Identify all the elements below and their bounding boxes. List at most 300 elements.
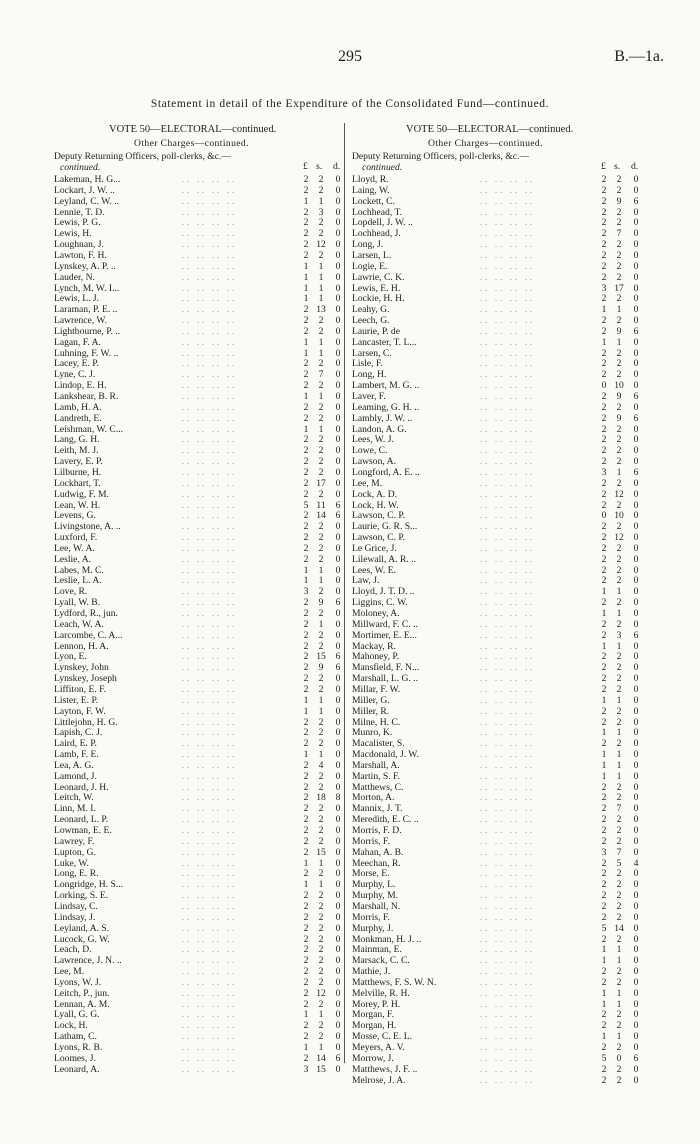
leader-dots: .. .. .. .. (182, 478, 237, 488)
amount-pounds: 1 (303, 575, 309, 587)
leader-dots: .. .. .. .. (182, 185, 237, 195)
amount-shillings: 1 (318, 260, 324, 272)
amount-shillings: 2 (318, 922, 324, 934)
entry-name: Leishman, W. C... (54, 423, 124, 435)
amount-shillings: 2 (616, 358, 622, 370)
amount-shillings: 2 (318, 1031, 324, 1043)
amount-shillings: 2 (616, 1020, 622, 1032)
amount-pounds: 2 (601, 347, 607, 359)
leader-dots: .. .. .. .. (182, 1043, 237, 1052)
amount-pence: 0 (335, 911, 341, 923)
amount-shillings: 1 (318, 694, 324, 706)
leader-dots: .. .. .. .. (182, 988, 237, 998)
leader-dots: .. .. .. .. (182, 826, 237, 835)
leader-dots: .. .. .. .. (480, 1010, 535, 1020)
amount-pence: 0 (633, 217, 639, 229)
amount-pounds: 2 (303, 618, 309, 630)
entry-name: Laurie, P. de (352, 325, 400, 337)
entry-name: Longford, A. E. .. (352, 466, 420, 478)
entry-name: Lawton, F. H. (54, 249, 107, 261)
entry-name: Loomes, J. (54, 1052, 96, 1064)
leader-dots: .. .. .. .. (182, 999, 237, 1009)
amount-shillings: 2 (318, 184, 324, 196)
leader-dots: .. .. .. .. (480, 988, 535, 998)
ledger-entry (352, 1075, 642, 1087)
leader-dots: .. .. .. .. (182, 316, 237, 326)
leader-dots: .. .. .. .. (182, 500, 237, 510)
amount-pence: 0 (335, 890, 341, 902)
leader-dots: .. .. .. .. (182, 891, 237, 901)
amount-pence: 0 (335, 759, 341, 771)
amount-shillings: 1 (318, 347, 324, 359)
entry-name: Lindop, E. H. (54, 380, 107, 392)
amount-pounds: 2 (601, 1042, 607, 1053)
amount-pounds: 2 (601, 542, 607, 554)
amount-pounds: 2 (303, 380, 309, 392)
leader-dots: .. .. .. .. (480, 294, 535, 304)
amount-pence: 0 (335, 293, 341, 305)
amount-shillings: 1 (318, 564, 324, 576)
amount-pence: 0 (335, 206, 341, 218)
amount-shillings: 2 (318, 673, 324, 685)
amount-pence: 0 (335, 976, 341, 988)
leader-dots: .. .. .. .. (182, 630, 237, 640)
amount-pounds: 2 (601, 456, 607, 468)
leader-dots: .. .. .. .. (480, 1021, 535, 1031)
amount-pence: 0 (335, 770, 341, 782)
entry-name: Laird, E. P. (54, 738, 97, 750)
amount-pence: 0 (633, 662, 639, 674)
leader-dots: .. .. .. .. (182, 771, 237, 781)
leader-dots: .. .. .. .. (480, 522, 535, 532)
amount-pence: 0 (335, 716, 341, 728)
entry-name: Labes, M. C. (54, 564, 104, 576)
entry-name: Martin, S. F. (352, 770, 401, 782)
amount-pounds: 2 (303, 944, 309, 956)
amount-shillings: 1 (318, 271, 324, 283)
amount-pence: 0 (335, 456, 341, 468)
amount-pence: 0 (633, 564, 639, 576)
amount-pounds: 2 (303, 998, 309, 1010)
section-label: Deputy Returning Officers, poll-clerks, &c.— (352, 151, 529, 162)
leader-dots: .. .. .. .. (182, 207, 237, 217)
amount-pence: 0 (633, 976, 639, 988)
entry-name: Lowe, C. (352, 445, 388, 457)
amount-shillings: 2 (616, 716, 622, 728)
entry-name: Morris, F. (352, 835, 390, 847)
amount-pounds: 2 (303, 510, 309, 522)
amount-shillings: 2 (616, 976, 622, 988)
amount-shillings: 2 (318, 716, 324, 728)
amount-pence: 0 (335, 304, 341, 316)
entry-name: Lyne, C. J. (54, 369, 96, 381)
amount-pounds: 3 (601, 282, 607, 294)
amount-shillings: 2 (616, 260, 622, 272)
amount-pence: 0 (335, 781, 341, 793)
amount-pence: 0 (335, 369, 341, 381)
amount-pence: 0 (633, 998, 639, 1010)
amount-pence: 0 (335, 673, 341, 685)
amount-pence: 0 (335, 1063, 341, 1075)
amount-pence: 0 (633, 542, 639, 554)
entry-name: Lockie, H. H. (352, 293, 405, 305)
amount-pence: 0 (335, 803, 341, 815)
leader-dots: .. .. .. .. (480, 956, 535, 966)
amount-pence: 0 (633, 835, 639, 847)
amount-shillings: 2 (616, 683, 622, 695)
leader-dots: .. .. .. .. (480, 261, 535, 271)
amount-shillings: 7 (318, 369, 324, 381)
amount-pounds: 2 (601, 597, 607, 609)
entry-name: Laing, W. (352, 184, 390, 196)
amount-pounds: 1 (303, 282, 309, 294)
entry-name: Marsack, C. C. (352, 955, 410, 967)
entry-name: Meechan, R. (352, 857, 401, 869)
section-label-cont: continued. (60, 162, 101, 173)
amount-shillings: 7 (616, 228, 622, 240)
leader-dots: .. .. .. .. (182, 847, 237, 857)
amount-shillings: 2 (616, 597, 622, 609)
entry-name: Lakeman, H. G... (54, 174, 121, 185)
amount-shillings: 13 (316, 304, 326, 316)
amount-pence: 0 (335, 814, 341, 826)
amount-shillings: 2 (318, 770, 324, 782)
leader-dots: .. .. .. .. (182, 554, 237, 564)
amount-shillings: 2 (318, 174, 324, 185)
amount-pence: 0 (633, 1031, 639, 1043)
amount-shillings: 2 (616, 401, 622, 413)
entry-name: Leith, M. J. (54, 445, 99, 457)
amount-pounds: 2 (601, 933, 607, 945)
amount-shillings: 2 (318, 315, 324, 327)
amount-pounds: 1 (601, 759, 607, 771)
amount-pence: 0 (633, 304, 639, 316)
amount-shillings: 2 (616, 445, 622, 457)
amount-pence: 0 (633, 315, 639, 327)
leader-dots: .. .. .. .. (480, 1075, 535, 1085)
shilling-heading: s. (316, 161, 323, 172)
amount-pence: 0 (633, 933, 639, 945)
amount-pounds: 2 (601, 174, 607, 185)
amount-shillings: 2 (318, 998, 324, 1010)
leader-dots: .. .. .. .. (182, 543, 237, 553)
entry-name: Larsen, L. (352, 249, 392, 261)
amount-shillings: 2 (318, 466, 324, 478)
leader-dots: .. .. .. .. (480, 554, 535, 564)
entry-name: Macalister, S. (352, 738, 405, 750)
entry-name: Marshall, A. (352, 759, 400, 771)
leader-dots: .. .. .. .. (480, 793, 535, 803)
entry-name: Lamb, F. E. (54, 749, 99, 761)
amount-shillings: 2 (318, 434, 324, 446)
entry-name: Longridge, H. S... (54, 879, 124, 891)
amount-shillings: 1 (616, 749, 622, 761)
amount-pounds: 2 (303, 217, 309, 229)
leader-dots: .. .. .. .. (480, 652, 535, 662)
amount-pounds: 2 (601, 315, 607, 327)
amount-pence: 0 (335, 423, 341, 435)
entry-name: Lawrey, F. (54, 835, 95, 847)
leader-dots: .. .. .. .. (182, 934, 237, 944)
amount-shillings: 2 (616, 423, 622, 435)
amount-pounds: 2 (303, 488, 309, 500)
entry-name: Morris, F. (352, 911, 390, 923)
entry-name: Lilewall, A. R. .. (352, 553, 416, 565)
leader-dots: .. .. .. .. (480, 196, 535, 206)
leader-dots: .. .. .. .. (480, 207, 535, 217)
amount-shillings: 2 (616, 1042, 622, 1053)
leader-dots: .. .. .. .. (480, 760, 535, 770)
leader-dots: .. .. .. .. (480, 891, 535, 901)
amount-pounds: 2 (601, 814, 607, 826)
amount-pounds: 2 (601, 575, 607, 587)
amount-pence: 0 (633, 423, 639, 435)
amount-shillings: 10 (614, 380, 624, 392)
amount-pence: 0 (335, 738, 341, 750)
entry-name: Lapish, C. J. (54, 727, 103, 739)
leader-dots: .. .. .. .. (182, 250, 237, 260)
entry-name: Leahy, G. (352, 304, 390, 316)
entry-name: Mainman, E. (352, 944, 402, 956)
leader-dots: .. .. .. .. (480, 717, 535, 727)
amount-pounds: 2 (303, 239, 309, 251)
amount-pounds: 2 (601, 553, 607, 565)
entry-name: Levens, G. (54, 510, 96, 522)
leader-dots: .. .. .. .. (480, 923, 535, 933)
amount-pence: 0 (335, 835, 341, 847)
amount-shillings: 2 (616, 206, 622, 218)
leader-dots: .. .. .. .. (480, 543, 535, 553)
amount-shillings: 2 (318, 228, 324, 240)
amount-pounds: 1 (303, 195, 309, 207)
leader-dots: .. .. .. .. (480, 750, 535, 760)
amount-shillings: 2 (616, 249, 622, 261)
amount-shillings: 2 (318, 683, 324, 695)
amount-pence: 0 (335, 618, 341, 630)
amount-shillings: 15 (316, 651, 326, 663)
amount-pence: 0 (633, 1042, 639, 1053)
amount-pounds: 1 (303, 749, 309, 761)
amount-pounds: 1 (601, 944, 607, 956)
amount-pounds: 1 (303, 347, 309, 359)
amount-pence: 0 (633, 716, 639, 728)
amount-shillings: 9 (318, 597, 324, 609)
amount-shillings: 2 (318, 803, 324, 815)
amount-pence: 0 (335, 434, 341, 446)
entry-name: Meyers, A. V. (352, 1042, 405, 1053)
amount-shillings: 2 (318, 868, 324, 880)
entry-name: Lock, A. D. (352, 488, 398, 500)
amount-pounds: 2 (601, 705, 607, 717)
amount-shillings: 10 (614, 510, 624, 522)
entry-name: Long, E. R. (54, 868, 99, 880)
leader-dots: .. .. .. .. (480, 858, 535, 868)
amount-pounds: 2 (303, 835, 309, 847)
entry-name: Lees, W. J. (352, 434, 394, 446)
entry-name: Lock, H. (54, 1020, 88, 1032)
amount-pence: 0 (633, 336, 639, 348)
amount-shillings: 9 (318, 662, 324, 674)
leader-dots: .. .. .. .. (182, 956, 237, 966)
amount-shillings: 3 (318, 206, 324, 218)
amount-shillings: 2 (616, 184, 622, 196)
amount-pounds: 2 (601, 1063, 607, 1075)
amount-shillings: 9 (616, 325, 622, 337)
amount-pounds: 0 (601, 510, 607, 522)
amount-pounds: 2 (601, 792, 607, 804)
entry-name: Marshall, N. (352, 900, 401, 912)
entry-name: Lynskey, John (54, 662, 109, 674)
entry-name: Lee, M. (54, 966, 85, 978)
leader-dots: .. .. .. .. (480, 316, 535, 326)
amount-pounds: 1 (601, 640, 607, 652)
amount-pounds: 2 (601, 391, 607, 402)
leader-dots: .. .. .. .. (182, 945, 237, 955)
leader-dots: .. .. .. .. (182, 663, 237, 673)
amount-pounds: 2 (303, 651, 309, 663)
entry-name: Lynskey, A. P. .. (54, 260, 116, 272)
amount-shillings: 9 (616, 391, 622, 402)
amount-pence: 0 (633, 673, 639, 685)
amount-shillings: 2 (616, 618, 622, 630)
amount-shillings: 2 (318, 629, 324, 641)
entry-name: Lea, A. G. (54, 759, 94, 771)
amount-shillings: 2 (318, 911, 324, 923)
leader-dots: .. .. .. .. (182, 413, 237, 423)
entry-name: Lister, E. P. (54, 694, 99, 706)
leader-dots: .. .. .. .. (480, 1064, 535, 1074)
leader-dots: .. .. .. .. (480, 836, 535, 846)
pence-heading: d. (333, 161, 341, 172)
amount-shillings: 2 (616, 966, 622, 978)
amount-pounds: 5 (601, 1052, 607, 1064)
entry-name: Mannix, J. T. (352, 803, 403, 815)
entry-name: Lacey, E. P. (54, 358, 99, 370)
entry-name: Long, H. (352, 369, 387, 381)
entry-name: Lyons, R. B. (54, 1042, 103, 1053)
amount-pounds: 2 (601, 857, 607, 869)
leader-dots: .. .. .. .. (480, 175, 535, 184)
amount-pence: 0 (633, 900, 639, 912)
amount-shillings: 2 (616, 315, 622, 327)
amount-shillings: 1 (616, 466, 622, 478)
amount-pence: 6 (633, 195, 639, 207)
amount-shillings: 2 (616, 1009, 622, 1021)
amount-shillings: 1 (318, 749, 324, 761)
amount-pence: 0 (633, 206, 639, 218)
amount-shillings: 17 (614, 282, 624, 294)
entry-name: Laver, F. (352, 391, 386, 402)
leader-dots: .. .. .. .. (480, 576, 535, 586)
amount-pounds: 2 (303, 358, 309, 370)
entry-name: Luxford, F. (54, 532, 98, 544)
entry-name: Leitch, W. (54, 792, 94, 804)
entry-name: Meredith, E. C. .. (352, 814, 419, 826)
amount-pounds: 1 (601, 586, 607, 598)
leader-dots: .. .. .. .. (480, 804, 535, 814)
amount-pounds: 2 (601, 488, 607, 500)
entry-name: Mortimer, E. E... (352, 629, 417, 641)
amount-shillings: 1 (616, 998, 622, 1010)
entry-name: Loughnan, J. (54, 239, 104, 251)
amount-pounds: 3 (601, 466, 607, 478)
amount-shillings: 1 (616, 987, 622, 999)
amount-pence: 0 (633, 499, 639, 511)
amount-pence: 0 (633, 781, 639, 793)
amount-shillings: 17 (316, 477, 326, 489)
amount-pounds: 2 (601, 239, 607, 251)
amount-shillings: 2 (616, 542, 622, 554)
leader-dots: .. .. .. .. (182, 565, 237, 575)
leader-dots: .. .. .. .. (480, 240, 535, 250)
amount-pounds: 2 (601, 532, 607, 544)
entry-name: Millar, F. W. (352, 683, 401, 695)
leader-dots: .. .. .. .. (480, 674, 535, 684)
amount-pence: 0 (633, 445, 639, 457)
amount-pence: 0 (633, 293, 639, 305)
entry-name: Lyall, W. B. (54, 597, 101, 609)
amount-shillings: 2 (318, 380, 324, 392)
entry-name: Leonard, L. P. (54, 814, 109, 826)
amount-pence: 0 (335, 466, 341, 478)
amount-pounds: 2 (601, 445, 607, 457)
leader-dots: .. .. .. .. (480, 630, 535, 640)
amount-shillings: 1 (616, 336, 622, 348)
amount-pounds: 2 (303, 955, 309, 967)
amount-shillings: 2 (318, 532, 324, 544)
amount-shillings: 2 (616, 900, 622, 912)
leader-dots: .. .. .. .. (480, 413, 535, 423)
amount-pence: 0 (335, 228, 341, 240)
leader-dots: .. .. .. .. (182, 240, 237, 250)
amount-shillings: 2 (318, 488, 324, 500)
leader-dots: .. .. .. .. (182, 326, 237, 336)
amount-pounds: 2 (601, 260, 607, 272)
amount-shillings: 2 (616, 792, 622, 804)
entry-name: Love, R. (54, 586, 88, 598)
amount-pence: 0 (335, 282, 341, 294)
entry-name: Leyland, A. S. (54, 922, 110, 934)
amount-pence: 0 (335, 640, 341, 652)
leader-dots: .. .. .. .. (182, 739, 237, 749)
amount-pence: 0 (335, 683, 341, 695)
amount-pounds: 2 (601, 662, 607, 674)
leader-dots: .. .. .. .. (182, 782, 237, 792)
leader-dots: .. .. .. .. (480, 457, 535, 467)
entry-name: Miller, R. (352, 705, 390, 717)
amount-pence: 0 (335, 358, 341, 370)
amount-pounds: 2 (303, 325, 309, 337)
pence-heading: d. (631, 161, 639, 172)
amount-pence: 0 (335, 1020, 341, 1032)
amount-shillings: 1 (616, 304, 622, 316)
amount-pounds: 1 (303, 879, 309, 891)
amount-shillings: 2 (318, 835, 324, 847)
amount-pounds: 2 (303, 976, 309, 988)
amount-pence: 0 (335, 879, 341, 891)
amount-pounds: 1 (601, 336, 607, 348)
amount-pence: 0 (335, 575, 341, 587)
entry-name: Lankshear, B. R. (54, 391, 119, 402)
amount-shillings: 0 (616, 1052, 622, 1064)
amount-pence: 0 (335, 564, 341, 576)
entry-name: Lamb, H. A. (54, 401, 102, 413)
amount-shillings: 2 (318, 445, 324, 457)
amount-pence: 0 (633, 586, 639, 598)
leader-dots: .. .. .. .. (480, 392, 535, 401)
amount-pounds: 2 (303, 315, 309, 327)
entry-name: Laraman, P. E. .. (54, 304, 118, 316)
